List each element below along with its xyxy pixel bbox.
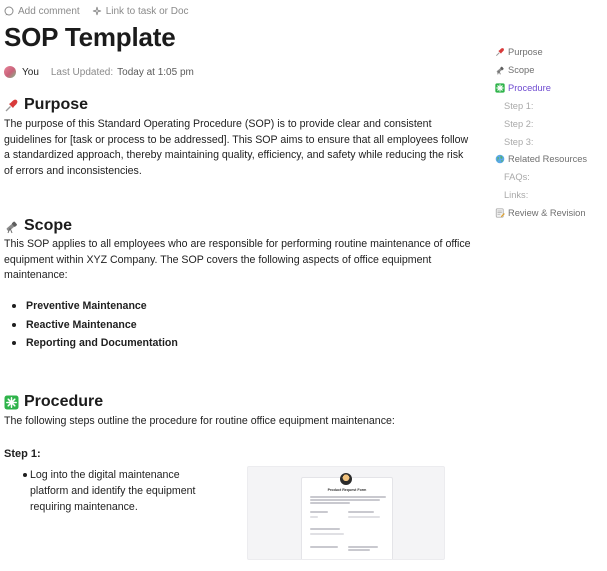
last-updated-label: Last Updated:: [50, 66, 114, 78]
paragraph-line: requiring maintenance.: [30, 501, 138, 513]
form-text-line: [310, 496, 386, 498]
purpose-paragraph: [4, 117, 474, 179]
paragraph-line: Log into the digital maintenance: [30, 469, 180, 481]
form-title: Product Request Form: [327, 488, 367, 492]
form-text-line: [310, 499, 380, 501]
link-to-task-button[interactable]: [92, 6, 189, 17]
step-1-text: [30, 467, 215, 515]
sparkle-link-icon: [92, 6, 102, 16]
step-1-label: Step 1:: [4, 448, 41, 460]
avatar[interactable]: [4, 66, 16, 78]
toc-item-purpose[interactable]: [495, 45, 543, 59]
toc-label: Review & Revision: [508, 208, 586, 218]
paragraph-line: This SOP applies to all employees who are responsible for performing routine maintenance of office: [4, 238, 471, 250]
toc-item-step-3[interactable]: Step 3:: [504, 137, 534, 147]
paragraph-line: of errors and inconsistencies.: [4, 164, 142, 177]
form-logo: [340, 473, 352, 485]
scope-list: [12, 297, 178, 353]
toc-item-links[interactable]: Links:: [504, 190, 529, 200]
toc-item-faqs[interactable]: FAQs:: [504, 172, 530, 182]
doc-toolbar: [4, 4, 189, 18]
purpose-heading: [4, 96, 88, 114]
pushpin-icon: [4, 98, 19, 113]
purpose-title: Purpose: [24, 96, 89, 113]
memo-icon: [495, 208, 505, 218]
telescope-icon: [4, 219, 19, 234]
last-updated-value: Today at 1:05 pm: [117, 66, 194, 78]
toc-label: Purpose: [508, 47, 543, 57]
toc-label: Procedure: [508, 83, 551, 93]
link-to-task-label: Link to task or Doc: [105, 5, 189, 17]
procedure-intro: The following steps outline the procedure for routine office equipment maintenance:: [4, 415, 395, 427]
product-request-form: [301, 477, 393, 560]
toc-item-review-revision[interactable]: [495, 206, 586, 220]
paragraph-line: The purpose of this Standard Operating Procedure (SOP) is to provide clear and consistent: [4, 118, 432, 130]
sparkle-box-icon: [495, 83, 505, 93]
list-item: Reactive Maintenance: [12, 316, 178, 335]
scope-title: Scope: [24, 217, 73, 234]
page-title: SOP Template: [4, 22, 176, 52]
form-field-label: [310, 528, 340, 530]
form-field-label: [348, 511, 374, 513]
form-field-input: [310, 516, 318, 518]
toc-item-scope[interactable]: [495, 63, 534, 77]
form-text-line: [310, 502, 350, 504]
procedure-title: Procedure: [24, 393, 104, 410]
form-field-label: [348, 549, 370, 551]
telescope-icon: [495, 65, 505, 75]
toc-item-step-2[interactable]: Step 2:: [504, 119, 534, 129]
toc-item-procedure[interactable]: [495, 81, 551, 95]
form-field-label: [310, 511, 328, 513]
toc-item-related-resources[interactable]: [495, 152, 587, 166]
comment-icon: [4, 6, 14, 16]
form-preview-image[interactable]: [247, 466, 445, 560]
procedure-heading: [4, 393, 103, 411]
globe-icon: [495, 154, 505, 164]
doc-meta: [4, 65, 194, 79]
toc-item-step-1[interactable]: Step 1:: [504, 101, 534, 111]
form-field-label: [310, 546, 338, 548]
list-item: Reporting and Documentation: [12, 334, 178, 353]
paragraph-line: maintenance:: [4, 269, 68, 281]
scope-paragraph: [4, 237, 474, 284]
form-field-label: [348, 546, 378, 548]
form-field-input: [310, 533, 344, 535]
sparkle-box-icon: [4, 395, 19, 410]
form-field-input: [348, 516, 380, 518]
paragraph-line: equipment within XYZ Company. The SOP covers the following aspects of office equipment: [4, 253, 432, 266]
add-comment-label: Add comment: [18, 5, 80, 17]
paragraph-line: a standardized approach, thereby maintaining quality, efficiency, and safety while reducing the risk: [4, 149, 464, 161]
list-item: Preventive Maintenance: [12, 297, 178, 316]
paragraph-line: guidelines for [task or process to be addressed]. This SOP aims to ensure that all employees follow: [4, 133, 469, 146]
toc-label: Related Resources: [508, 154, 588, 164]
pushpin-icon: [495, 47, 505, 57]
toc-label: Scope: [508, 65, 535, 75]
scope-heading: [4, 217, 72, 235]
author-name: You: [22, 66, 39, 78]
add-comment-button[interactable]: [4, 6, 80, 17]
paragraph-line: platform and identify the equipment: [30, 485, 196, 497]
